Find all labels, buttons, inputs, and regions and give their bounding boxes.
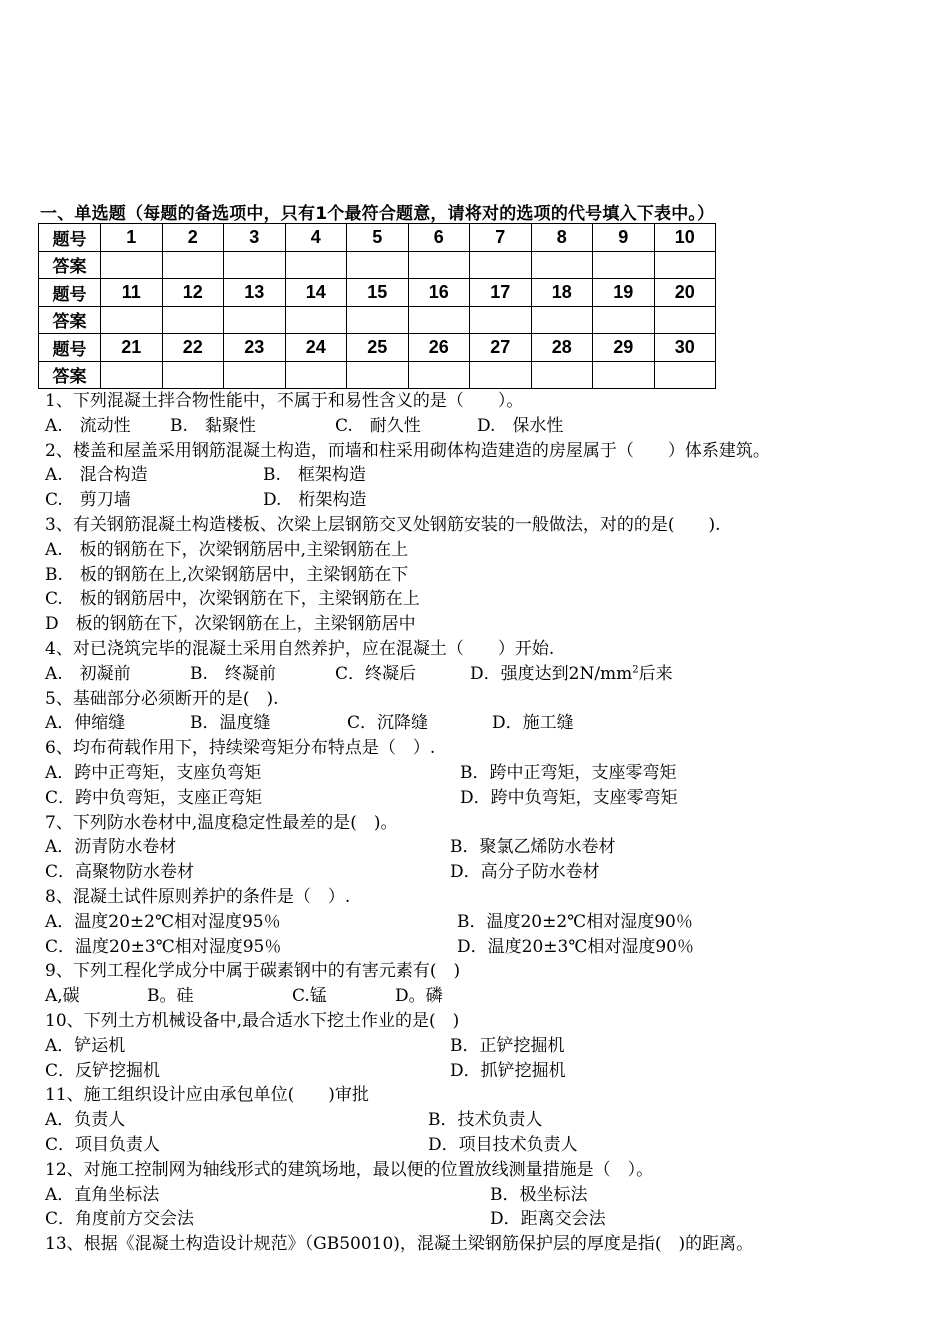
answer-cell[interactable] <box>470 306 532 334</box>
option: C．反铲挖掘机 <box>45 1060 161 1081</box>
answer-cell[interactable] <box>347 306 409 334</box>
answer-cell[interactable] <box>531 306 593 334</box>
option-text: D．强度达到2N/mm <box>470 663 633 684</box>
question-number-cell: 28 <box>531 334 593 362</box>
question-number-cell: 12 <box>162 279 224 307</box>
option: B. 终凝前 <box>190 663 276 684</box>
option: B. 黏聚性 <box>170 415 256 436</box>
question-number-cell: 2 <box>162 224 224 252</box>
answer-cell[interactable] <box>593 361 655 389</box>
answer-row <box>39 306 716 334</box>
option: A．伸缩缝 <box>45 713 126 734</box>
number-label: 题号 <box>39 224 101 252</box>
question-number-cell: 4 <box>285 224 347 252</box>
question-number-cell: 21 <box>101 334 163 362</box>
question-number-cell: 22 <box>162 334 224 362</box>
question-stem: 12、对施工控制网为轴线形式的建筑场地，最以便的位置放线测量措施是（ ）。 <box>45 1159 654 1180</box>
question-number-cell: 10 <box>654 224 716 252</box>
number-row <box>39 279 716 307</box>
option-row <box>45 1207 925 1232</box>
question-stem: 9、下列工程化学成分中属于碳素钢中的有害元素有( ) <box>45 961 461 982</box>
option: A．跨中正弯矩，支座负弯矩 <box>45 762 262 783</box>
question-number-cell: 14 <box>285 279 347 307</box>
answer-cell[interactable] <box>101 361 163 389</box>
option <box>470 662 673 687</box>
option-row <box>45 935 925 960</box>
option: A,碳 <box>45 986 80 1007</box>
option: A．直角坐标法 <box>45 1184 160 1205</box>
option: D．项目技术负责人 <box>428 1134 578 1155</box>
answer-cell[interactable] <box>347 251 409 279</box>
option: D. 桁架构造 <box>263 490 367 511</box>
question-number-cell: 8 <box>531 224 593 252</box>
option: C．终凝后 <box>335 663 417 684</box>
question-stem: 3、有关钢筋混凝土构造楼板、次梁上层钢筋交叉处钢筋安装的一般做法，对的的是( ). <box>45 514 721 535</box>
option: D．抓铲挖掘机 <box>450 1060 566 1081</box>
question-number-cell: 1 <box>101 224 163 252</box>
option: C．跨中负弯矩，支座正弯矩 <box>45 787 263 808</box>
number-label: 题号 <box>39 279 101 307</box>
option: C．角度前方交会法 <box>45 1209 195 1230</box>
option-row <box>45 786 925 811</box>
number-row <box>39 334 716 362</box>
question-stem: 8、混凝土试件原则养护的条件是（ ）. <box>45 886 351 907</box>
answer-cell[interactable] <box>593 251 655 279</box>
option: B．温度20±2℃相对湿度90％ <box>457 911 693 932</box>
question-number-cell: 7 <box>470 224 532 252</box>
option: C. 板的钢筋居中，次梁钢筋在下，主梁钢筋在上 <box>45 589 420 610</box>
option: B。硅 <box>147 986 194 1007</box>
answer-label: 答案 <box>39 361 101 389</box>
answer-cell[interactable] <box>654 306 716 334</box>
option: A．负责人 <box>45 1110 126 1131</box>
answer-cell[interactable] <box>224 306 286 334</box>
option: B. 框架构造 <box>263 465 366 486</box>
answer-cell[interactable] <box>347 361 409 389</box>
question-number-cell: 19 <box>593 279 655 307</box>
question-list <box>45 389 925 1257</box>
answer-cell[interactable] <box>654 251 716 279</box>
option: B．温度缝 <box>190 713 271 734</box>
question-number-cell: 18 <box>531 279 593 307</box>
question-number-cell: 20 <box>654 279 716 307</box>
option: C．项目负责人 <box>45 1134 161 1155</box>
answer-row <box>39 361 716 389</box>
answer-sheet-table <box>38 223 716 389</box>
question-stem: 2、楼盖和屋盖采用钢筋混凝土构造，而墙和柱采用砌体构造建造的房屋属于（ ）体系建筑。 <box>45 440 770 461</box>
option-row <box>45 463 925 488</box>
answer-cell[interactable] <box>285 251 347 279</box>
question-number-cell: 11 <box>101 279 163 307</box>
answer-cell[interactable] <box>408 361 470 389</box>
option: C．沉降缝 <box>347 713 429 734</box>
question-number-cell: 27 <box>470 334 532 362</box>
question-number-cell: 5 <box>347 224 409 252</box>
question-stem: 5、基础部分必须断开的是( ). <box>45 688 279 709</box>
option: A. 板的钢筋在下，次梁钢筋居中,主梁钢筋在上 <box>45 539 409 560</box>
question-number-cell: 17 <box>470 279 532 307</box>
option: D．施工缝 <box>492 713 574 734</box>
answer-cell[interactable] <box>470 251 532 279</box>
answer-cell[interactable] <box>162 306 224 334</box>
answer-cell[interactable] <box>101 251 163 279</box>
answer-cell[interactable] <box>162 361 224 389</box>
option-row <box>45 860 925 885</box>
answer-cell[interactable] <box>285 361 347 389</box>
option: D。磷 <box>395 986 443 1007</box>
question-number-cell: 16 <box>408 279 470 307</box>
option-row <box>45 488 925 513</box>
answer-cell[interactable] <box>162 251 224 279</box>
question-number-cell: 29 <box>593 334 655 362</box>
question-number-cell: 23 <box>224 334 286 362</box>
answer-label: 答案 <box>39 251 101 279</box>
answer-label: 答案 <box>39 306 101 334</box>
option-row <box>45 910 925 935</box>
superscript: 2 <box>632 664 639 676</box>
option-row <box>45 1034 925 1059</box>
question-number-cell: 6 <box>408 224 470 252</box>
option-row <box>45 984 925 1009</box>
question-number-cell: 13 <box>224 279 286 307</box>
answer-row <box>39 251 716 279</box>
question-number-cell: 25 <box>347 334 409 362</box>
question-number-cell: 24 <box>285 334 347 362</box>
option-text: 后来 <box>638 663 673 684</box>
option-row <box>45 1059 925 1084</box>
option: A. 流动性 <box>45 415 131 436</box>
question-number-cell: 9 <box>593 224 655 252</box>
option: B. 板的钢筋在上,次梁钢筋居中，主梁钢筋在下 <box>45 564 409 585</box>
option: A. 混合构造 <box>45 465 148 486</box>
answer-cell[interactable] <box>593 306 655 334</box>
answer-cell[interactable] <box>470 361 532 389</box>
question-number-cell: 15 <box>347 279 409 307</box>
option: C.锰 <box>292 986 327 1007</box>
option: C. 剪刀墙 <box>45 490 131 511</box>
question-stem: 7、下列防水卷材中,温度稳定性最差的是( )。 <box>45 812 398 833</box>
option: B．正铲挖掘机 <box>450 1035 565 1056</box>
answer-cell[interactable] <box>654 361 716 389</box>
option-row <box>45 414 925 439</box>
option-row <box>45 662 925 687</box>
option: C．温度20±3℃相对湿度95％ <box>45 936 282 957</box>
section-title: 一、单选题（每题的备选项中，只有1个最符合题意，请将对的选项的代号填入下表中。） <box>40 204 715 224</box>
option: D．距离交会法 <box>490 1209 606 1230</box>
question-number-cell: 30 <box>654 334 716 362</box>
option: A．沥青防水卷材 <box>45 837 177 858</box>
option-row <box>45 711 925 736</box>
question-stem: 11、施工组织设计应由承包单位( )审批 <box>45 1085 369 1106</box>
option: B．聚氯乙烯防水卷材 <box>450 837 616 858</box>
option: A．铲运机 <box>45 1035 126 1056</box>
option: D. 保水性 <box>477 415 564 436</box>
question-stem: 6、均布荷载作用下，持续梁弯矩分布特点是（ ）. <box>45 738 436 759</box>
option: D．温度20±3℃相对湿度90％ <box>457 936 694 957</box>
answer-cell[interactable] <box>224 251 286 279</box>
option: A．温度20±2℃相对湿度95％ <box>45 911 281 932</box>
answer-cell[interactable] <box>408 251 470 279</box>
option-row <box>45 835 925 860</box>
option: B．跨中正弯矩，支座零弯矩 <box>460 762 677 783</box>
answer-cell[interactable] <box>101 306 163 334</box>
option-row <box>45 1183 925 1208</box>
answer-cell[interactable] <box>224 361 286 389</box>
question-number-cell: 26 <box>408 334 470 362</box>
number-label: 题号 <box>39 334 101 362</box>
option: C．高聚物防水卷材 <box>45 862 195 883</box>
answer-cell[interactable] <box>531 361 593 389</box>
number-row <box>39 224 716 252</box>
option-row <box>45 761 925 786</box>
question-stem: 4、对已浇筑完毕的混凝土采用自然养护，应在混凝土（ ）开始. <box>45 638 555 659</box>
question-stem: 13、根据《混凝土构造设计规范》（GB50010)，混凝土梁钢筋保护层的厚度是指( )的距离。 <box>45 1234 754 1255</box>
option: A. 初凝前 <box>45 663 131 684</box>
option: B．极坐标法 <box>490 1184 588 1205</box>
question-stem: 1、下列混凝土拌合物性能中，不属于和易性含义的是（ ）。 <box>45 391 524 411</box>
option: B．技术负责人 <box>428 1110 543 1131</box>
option: D．跨中负弯矩，支座零弯矩 <box>460 787 678 808</box>
question-number-cell: 3 <box>224 224 286 252</box>
option: D．高分子防水卷材 <box>450 862 600 883</box>
option: C. 耐久性 <box>335 415 421 436</box>
option: D 板的钢筋在下，次梁钢筋在上，主梁钢筋居中 <box>45 614 416 635</box>
answer-cell[interactable] <box>531 251 593 279</box>
question-stem: 10、下列土方机械设备中,最合适水下挖土作业的是( ) <box>45 1010 460 1031</box>
option-row <box>45 1133 925 1158</box>
answer-cell[interactable] <box>285 306 347 334</box>
answer-cell[interactable] <box>408 306 470 334</box>
option-row <box>45 1108 925 1133</box>
